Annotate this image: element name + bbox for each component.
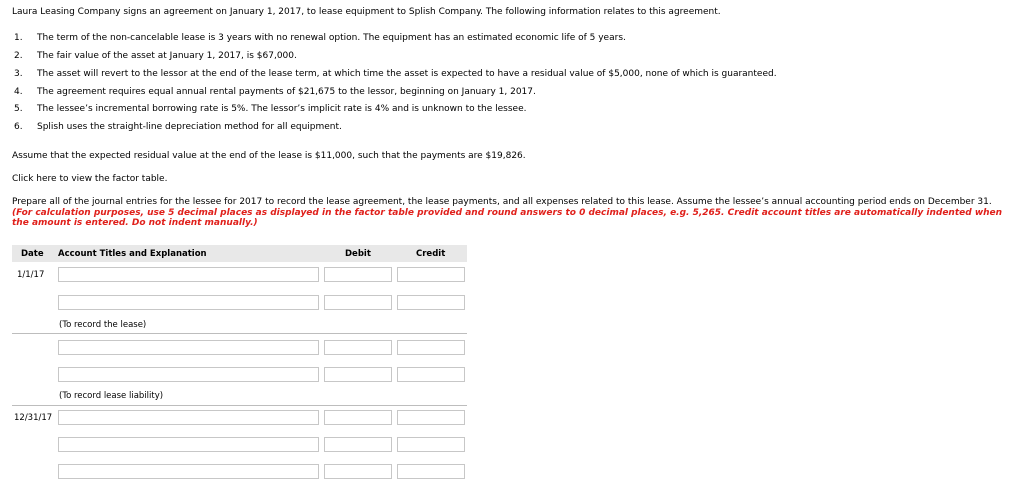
account-title-input[interactable] (58, 267, 319, 282)
header-date: Date (21, 249, 44, 259)
assumption-text: Assume that the expected residual value at the end of the lease is $11,000, such that the payments are $19,826. (12, 151, 526, 161)
list-number: 2. (14, 51, 23, 61)
list-number: 5. (14, 104, 23, 114)
instructions (12, 197, 1012, 229)
account-title-input[interactable] (58, 464, 319, 479)
list-item: The term of the non-cancelable lease is 3 years with no renewal option. The equipment has an estimated economic life of 5 years. (37, 33, 626, 43)
list-item: Splish uses the straight-line depreciation method for all equipment. (37, 122, 342, 132)
header-credit: Credit (416, 249, 446, 259)
entry-date: 12/31/17 (14, 413, 53, 423)
list-item: The asset will revert to the lessor at the end of the lease term, at which time the asset is expected to have a residual value of $5,000, none of which is guaranteed. (37, 69, 777, 79)
credit-input[interactable] (397, 267, 465, 282)
row-divider (12, 405, 467, 406)
list-number: 6. (14, 122, 23, 132)
debit-input[interactable] (324, 367, 392, 382)
entry-memo: (To record the lease) (59, 320, 147, 330)
list-item: The agreement requires equal annual rental payments of $21,675 to the lessor, beginning on January 1, 2017. (37, 87, 536, 97)
credit-input[interactable] (397, 295, 465, 310)
instructions-text: Prepare all of the journal entries for the lessee for 2017 to record the lease agreement, the lease payments, and all expenses related to this lease. Assume the lessee’s annual accounting period ends on December 31. (12, 197, 992, 207)
list-item: The fair value of the asset at January 1, 2017, is $67,000. (37, 51, 297, 61)
account-title-input[interactable] (58, 340, 319, 355)
row-divider (12, 333, 467, 334)
account-title-input[interactable] (58, 367, 319, 382)
debit-input[interactable] (324, 295, 392, 310)
credit-input[interactable] (397, 464, 465, 479)
debit-input[interactable] (324, 410, 392, 425)
entry-memo: (To record lease liability) (59, 391, 164, 401)
header-debit: Debit (345, 249, 371, 259)
journal-table-header (12, 245, 467, 262)
list-item: The lessee’s incremental borrowing rate is 5%. The lessor’s implicit rate is 4% and is unknown to the lessee. (37, 104, 527, 114)
credit-input[interactable] (397, 367, 465, 382)
credit-input[interactable] (397, 340, 465, 355)
account-title-input[interactable] (58, 410, 319, 425)
account-title-input[interactable] (58, 437, 319, 452)
list-number: 4. (14, 87, 23, 97)
list-number: 1. (14, 33, 23, 43)
debit-input[interactable] (324, 437, 392, 452)
entry-date: 1/1/17 (17, 270, 45, 280)
list-number: 3. (14, 69, 23, 79)
account-title-input[interactable] (58, 295, 319, 310)
credit-input[interactable] (397, 410, 465, 425)
header-account: Account Titles and Explanation (58, 249, 207, 259)
credit-input[interactable] (397, 437, 465, 452)
debit-input[interactable] (324, 267, 392, 282)
factor-table-link[interactable]: Click here to view the factor table. (12, 174, 168, 184)
instructions-note: (For calculation purposes, use 5 decimal places as displayed in the factor table provided and round answers to 0 decimal places, e.g. 5,265. Credit account titles are automatically indented when the amount is entered. Do not indent manually.) (12, 207, 1003, 228)
problem-intro: Laura Leasing Company signs an agreement on January 1, 2017, to lease equipment to Splish Company. The following information relates to this agreement. (12, 7, 721, 17)
debit-input[interactable] (324, 340, 392, 355)
debit-input[interactable] (324, 464, 392, 479)
